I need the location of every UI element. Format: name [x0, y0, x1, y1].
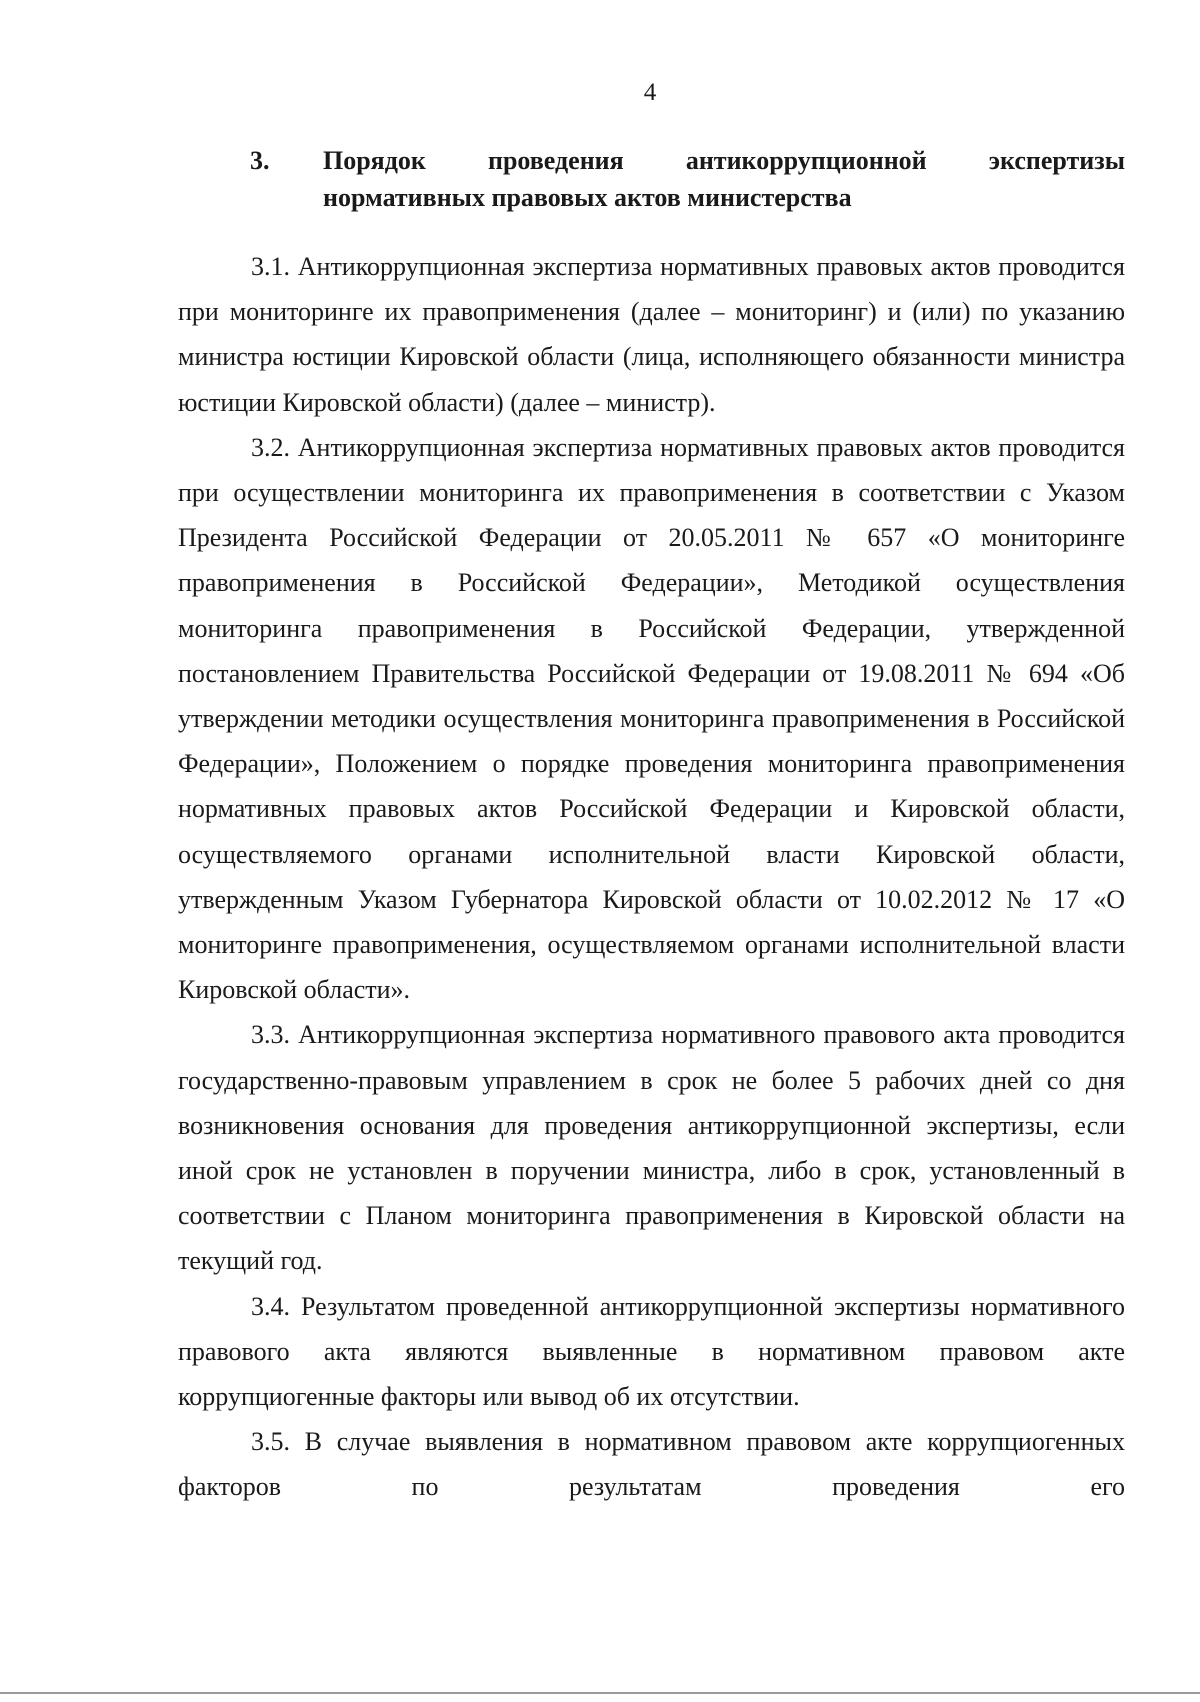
scan-edge-line — [0, 1692, 1200, 1694]
paragraph-3-1: 3.1. Антикоррупционная экспертиза нормативных правовых актов проводится при мониторинге их правоприменения (далее – мониторинг) и (или) по указанию министра юстиции Кировской области (лица, исполняющего обязанности министра юстиции Кировской области) (далее – министр). — [178, 252, 1125, 417]
paragraph-3-4: 3.4. Результатом проведенной антикоррупционной экспертизы нормативного правового акта являются выявленные в нормативном правовом акте коррупциогенные факторы или вывод об их отсутствии. — [178, 1291, 1125, 1412]
section-title: Порядок проведения антикоррупционной экспертизы нормативных правовых актов министерства — [323, 146, 1125, 212]
section-number: 3. — [250, 146, 270, 175]
section-heading — [178, 142, 1125, 216]
page-number: 4 — [643, 79, 657, 106]
document-body — [178, 244, 1125, 1510]
paragraph-3-3: 3.3. Антикоррупционная экспертиза нормативного правового акта проводится государственно-правовым управлением в срок не более 5 рабочих дней со дня возникновения основания для проведения антикоррупционной экспертизы, если иной срок не установлен в поручении министра, либо в срок, установленный в соответствии с Планом мониторинга правоприменения в Кировской области на текущий год. — [178, 1020, 1125, 1276]
paragraph-3-5: 3.5. В случае выявления в нормативном правовом акте коррупциогенных факторов по результатам проведения его — [178, 1427, 1125, 1502]
paragraph-3-2: 3.2. Антикоррупционная экспертиза нормативных правовых актов проводится при осуществлении мониторинга их правоприменения в соответствии с Указом Президента Российской Федерации от 20.05.2011 № 657 «О мониторинге правоприменения в Российской Федерации», Методикой осуществления мониторинга правоприменения в Российской Федерации, утвержденной постановлением Правительства Российской Федерации от 19.08.2011 № 694 «Об утверждении методики осуществления мониторинга правоприменения в Российской Федерации», Положением о порядке проведения мониторинга правоприменения нормативных правовых актов Российской Федерации и Кировской области, осуществляемого органами исполнительной власти Кировской области, утвержденным Указом Губернатора Кировской области от 10.02.2012 № 17 «О мониторинге правоприменения, осуществляемом органами исполнительной власти Кировской области». — [178, 432, 1125, 1005]
